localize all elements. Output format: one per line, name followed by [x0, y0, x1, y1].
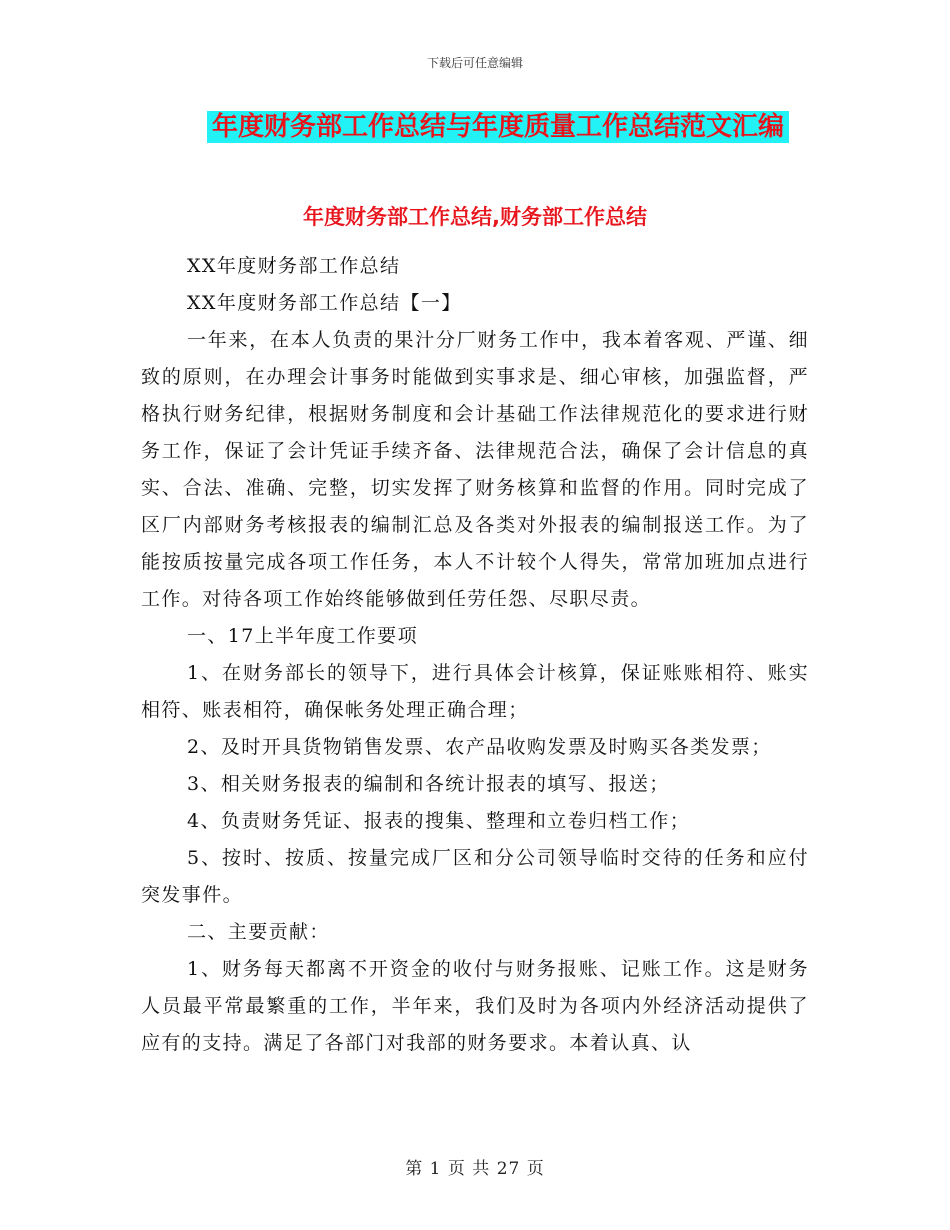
- list-item: 4、负责财务凭证、报表的搜集、整理和立卷归档工作；: [187, 810, 691, 832]
- paragraph: XX年度财务部工作总结: [187, 255, 401, 277]
- list-item: 3、相关财务报表的编制和各统计报表的填写、报送；: [187, 773, 670, 795]
- section-heading: 一、17上半年度工作要项: [187, 625, 418, 647]
- document-subtitle: 年度财务部工作总结,财务部工作总结: [303, 205, 647, 229]
- list-item: 1、在财务部长的领导下，进行具体会计核算，保证账账相符、账实相符、账表相符，确保帐务处理正确合理；: [141, 662, 809, 721]
- list-item: 5、按时、按质、按量完成厂区和分公司领导临时交待的任务和应付突发事件。: [141, 847, 809, 906]
- document-title: 年度财务部工作总结与年度质量工作总结范文汇编: [207, 111, 789, 143]
- page-footer: 第 1 页 共 27 页: [405, 1159, 545, 1179]
- header-note: 下载后可任意编辑: [426, 56, 523, 70]
- body-text: [141, 248, 809, 1062]
- paragraph: 一年来，在本人负责的果汁分厂财务工作中，我本着客观、严谨、细致的原则，在办理会计事务时能做到实事求是、细心审核，加强监督，严格执行财务纪律，根据财务制度和会计基础工作法律规范化的要求进行财务工作，保证了会计凭证手续齐备、法律规范合法，确保了会计信息的真实、合法、准确、完整，切实发挥了财务核算和监督的作用。同时完成了区厂内部财务考核报表的编制汇总及各类对外报表的编制报送工作。为了能按质按量完成各项工作任务，本人不计较个人得失，常常加班加点进行工作。对待各项工作始终能够做到任劳任怨、尽职尽责。: [141, 329, 809, 610]
- list-item: 2、及时开具货物销售发票、农产品收购发票及时购买各类发票；: [187, 736, 772, 758]
- section-heading: 二、主要贡献：: [187, 921, 330, 943]
- paragraph: XX年度财务部工作总结【一】: [187, 292, 462, 314]
- list-item: 1、财务每天都离不开资金的收付与财务报账、记账工作。这是财务人员最平常最繁重的工作，半年来，我们及时为各项内外经济活动提供了应有的支持。满足了各部门对我部的财务要求。本着认真、认: [141, 958, 809, 1054]
